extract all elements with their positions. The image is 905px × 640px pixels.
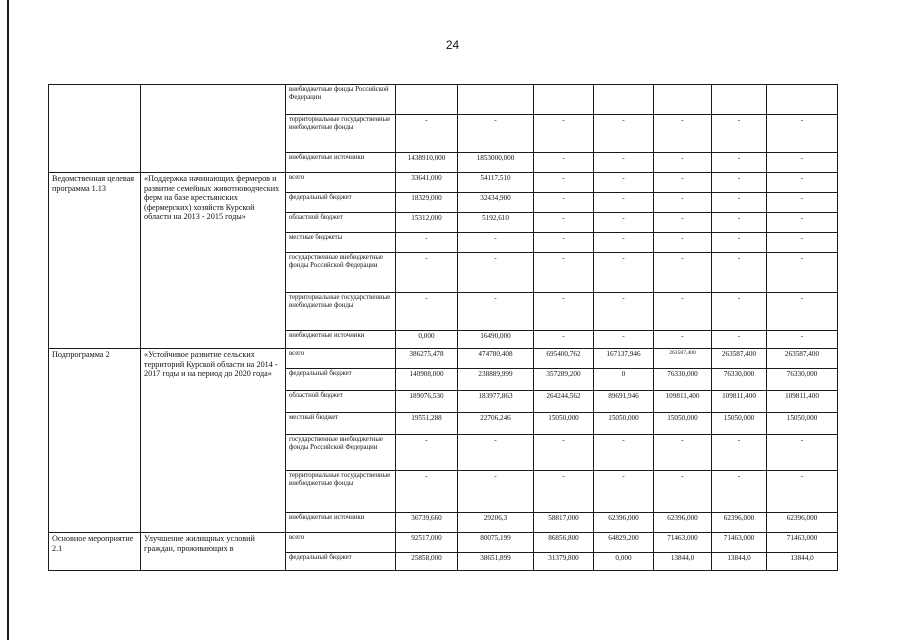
value-cell: - — [654, 115, 712, 153]
value-cell: - — [767, 435, 838, 471]
funding-source-cell: всего — [286, 349, 396, 369]
value-cell: - — [767, 173, 838, 193]
value-cell: - — [594, 153, 654, 173]
value-cell: - — [396, 435, 458, 471]
value-cell: 1853000,000 — [458, 153, 534, 173]
funding-source-cell: областной бюджет — [286, 391, 396, 413]
value-cell: 32434,900 — [458, 193, 534, 213]
value-cell: - — [594, 213, 654, 233]
value-cell: - — [594, 293, 654, 331]
value-cell: 109811,400 — [767, 391, 838, 413]
value-cell: 15050,000 — [654, 413, 712, 435]
value-cell: 0,000 — [396, 331, 458, 349]
funding-source-cell: внебюджетные источники — [286, 513, 396, 533]
table-row — [49, 349, 838, 369]
value-cell: - — [594, 115, 654, 153]
program-name-cell: Подпрограмма 2 — [49, 349, 141, 533]
funding-source-cell: государственные внебюджетные фонды Российской Федерации — [286, 253, 396, 293]
value-cell: 15050,000 — [534, 413, 594, 435]
value-cell: 264244,562 — [534, 391, 594, 413]
value-cell: - — [767, 253, 838, 293]
value-cell: - — [534, 213, 594, 233]
value-cell: 0 — [594, 369, 654, 391]
value-cell: - — [654, 471, 712, 513]
value-cell: 71463,000 — [654, 533, 712, 553]
value-cell: - — [594, 233, 654, 253]
program-title-cell: «Поддержка начинающих фермеров и развитие семейных животноводческих ферм на базе крестьянских (фермерских) хозяйств Курской области на 2013 - 2015 годы» — [141, 173, 286, 349]
value-cell: - — [396, 115, 458, 153]
value-cell: - — [767, 293, 838, 331]
value-cell: - — [458, 435, 534, 471]
value-cell: - — [534, 193, 594, 213]
value-cell: 58817,000 — [534, 513, 594, 533]
value-cell: - — [654, 213, 712, 233]
value-cell: - — [396, 471, 458, 513]
value-cell: 76330,000 — [654, 369, 712, 391]
value-cell: 62396,000 — [767, 513, 838, 533]
value-cell: - — [396, 293, 458, 331]
value-cell: 13844,0 — [712, 553, 767, 571]
value-cell: 86856,800 — [534, 533, 594, 553]
value-cell: - — [594, 193, 654, 213]
value-cell: 189076,530 — [396, 391, 458, 413]
funding-source-cell: всего — [286, 173, 396, 193]
funding-source-cell: государственные внебюджетные фонды Российской Федерации — [286, 435, 396, 471]
value-cell: 29206,3 — [458, 513, 534, 533]
funding-source-cell: территориальные государственные внебюджетные фонды — [286, 115, 396, 153]
value-cell: 140908,000 — [396, 369, 458, 391]
value-cell: - — [712, 233, 767, 253]
funding-source-cell: местный бюджет — [286, 413, 396, 435]
page-number: 24 — [445, 38, 460, 52]
value-cell: - — [396, 233, 458, 253]
value-cell — [458, 85, 534, 115]
value-cell: - — [594, 471, 654, 513]
value-cell: - — [654, 233, 712, 253]
value-cell: - — [594, 173, 654, 193]
value-cell: 263587,400 — [654, 349, 712, 369]
value-cell: 695400,762 — [534, 349, 594, 369]
value-cell: 357289,200 — [534, 369, 594, 391]
value-cell: 1438910,000 — [396, 153, 458, 173]
value-cell: - — [767, 471, 838, 513]
funding-source-cell: местные бюджеты — [286, 233, 396, 253]
value-cell: - — [458, 293, 534, 331]
value-cell: 5192,610 — [458, 213, 534, 233]
value-cell — [712, 85, 767, 115]
value-cell: - — [594, 253, 654, 293]
funding-table — [48, 84, 838, 571]
value-cell — [654, 85, 712, 115]
value-cell: - — [534, 435, 594, 471]
value-cell: - — [654, 435, 712, 471]
value-cell: - — [712, 293, 767, 331]
value-cell: - — [712, 213, 767, 233]
table-row — [49, 85, 838, 115]
value-cell: 386275,478 — [396, 349, 458, 369]
value-cell: 54117,510 — [458, 173, 534, 193]
value-cell: 13844,0 — [767, 553, 838, 571]
value-cell: - — [654, 253, 712, 293]
value-cell: 71463,000 — [767, 533, 838, 553]
value-cell: 15312,000 — [396, 213, 458, 233]
table-row — [49, 533, 838, 553]
value-cell: 33641,000 — [396, 173, 458, 193]
value-cell: 16490,000 — [458, 331, 534, 349]
funding-source-cell: внебюджетные фонды Российской Федерации — [286, 85, 396, 115]
value-cell: - — [594, 331, 654, 349]
value-cell: 36739,660 — [396, 513, 458, 533]
value-cell: - — [654, 173, 712, 193]
value-cell: 167137,946 — [594, 349, 654, 369]
value-cell: 25858,000 — [396, 553, 458, 571]
value-cell: 22706,246 — [458, 413, 534, 435]
value-cell: 80075,199 — [458, 533, 534, 553]
value-cell: - — [534, 293, 594, 331]
value-cell — [534, 85, 594, 115]
value-cell: - — [534, 253, 594, 293]
value-cell: - — [654, 331, 712, 349]
value-cell: 183977,863 — [458, 391, 534, 413]
value-cell: 62396,000 — [654, 513, 712, 533]
funding-source-cell: территориальные государственные внебюджетные фонды — [286, 471, 396, 513]
program-name-cell: Основное мероприятие 2.1 — [49, 533, 141, 571]
value-cell: - — [534, 173, 594, 193]
value-cell — [767, 85, 838, 115]
value-cell: - — [712, 253, 767, 293]
value-cell: 76330,000 — [767, 369, 838, 391]
table-row — [49, 173, 838, 193]
value-cell — [594, 85, 654, 115]
value-cell: 89691,946 — [594, 391, 654, 413]
value-cell: - — [458, 233, 534, 253]
value-cell: - — [767, 331, 838, 349]
value-cell: 474780,408 — [458, 349, 534, 369]
value-cell: - — [712, 331, 767, 349]
value-cell: 62396,000 — [594, 513, 654, 533]
value-cell: 263587,400 — [712, 349, 767, 369]
value-cell: - — [534, 331, 594, 349]
value-cell: 15050,000 — [712, 413, 767, 435]
funding-source-cell: всего — [286, 533, 396, 553]
value-cell: - — [534, 233, 594, 253]
value-cell: 38651,899 — [458, 553, 534, 571]
value-cell: 62396,000 — [712, 513, 767, 533]
funding-source-cell: областной бюджет — [286, 213, 396, 233]
page-edge-line — [7, 0, 9, 640]
value-cell: - — [767, 233, 838, 253]
funding-source-cell: территориальные государственные внебюджетные фонды — [286, 293, 396, 331]
value-cell: - — [458, 471, 534, 513]
program-title-cell: Улучшение жилищных условий граждан, проживающих в — [141, 533, 286, 571]
value-cell: 18329,000 — [396, 193, 458, 213]
value-cell: 238889,999 — [458, 369, 534, 391]
value-cell: - — [534, 115, 594, 153]
value-cell: 64829,200 — [594, 533, 654, 553]
value-cell: 31379,800 — [534, 553, 594, 571]
value-cell: - — [712, 115, 767, 153]
program-name-cell — [49, 85, 141, 173]
value-cell: - — [712, 173, 767, 193]
value-cell: 19551,288 — [396, 413, 458, 435]
value-cell: - — [767, 115, 838, 153]
value-cell: - — [654, 193, 712, 213]
value-cell: - — [712, 193, 767, 213]
value-cell: - — [534, 471, 594, 513]
funding-source-cell: внебюджетные источники — [286, 331, 396, 349]
program-title-cell: «Устойчивое развитие сельских территорий Курской области на 2014 - 2017 годы и на период до 2020 года» — [141, 349, 286, 533]
value-cell: - — [767, 213, 838, 233]
value-cell: 13844,0 — [654, 553, 712, 571]
value-cell: - — [396, 253, 458, 293]
value-cell: 0,000 — [594, 553, 654, 571]
value-cell: 15050,000 — [594, 413, 654, 435]
funding-source-cell: федеральный бюджет — [286, 553, 396, 571]
value-cell: 76330,000 — [712, 369, 767, 391]
value-cell: 109811,400 — [654, 391, 712, 413]
value-cell: 15050,000 — [767, 413, 838, 435]
funding-source-cell: федеральный бюджет — [286, 369, 396, 391]
value-cell: - — [712, 435, 767, 471]
funding-source-cell: внебюджетные источники — [286, 153, 396, 173]
value-cell: - — [767, 193, 838, 213]
funding-source-cell: федеральный бюджет — [286, 193, 396, 213]
value-cell: - — [654, 153, 712, 173]
value-cell: - — [712, 153, 767, 173]
program-title-cell — [141, 85, 286, 173]
value-cell: - — [594, 435, 654, 471]
value-cell: - — [712, 471, 767, 513]
value-cell: - — [654, 293, 712, 331]
value-cell: - — [458, 115, 534, 153]
value-cell: 71463,000 — [712, 533, 767, 553]
value-cell: - — [458, 253, 534, 293]
value-cell: 109811,400 — [712, 391, 767, 413]
value-cell — [396, 85, 458, 115]
value-cell: 92517,000 — [396, 533, 458, 553]
program-name-cell: Ведомственная целевая программа 1.13 — [49, 173, 141, 349]
value-cell: 263587,400 — [767, 349, 838, 369]
value-cell: - — [767, 153, 838, 173]
value-cell: - — [534, 153, 594, 173]
